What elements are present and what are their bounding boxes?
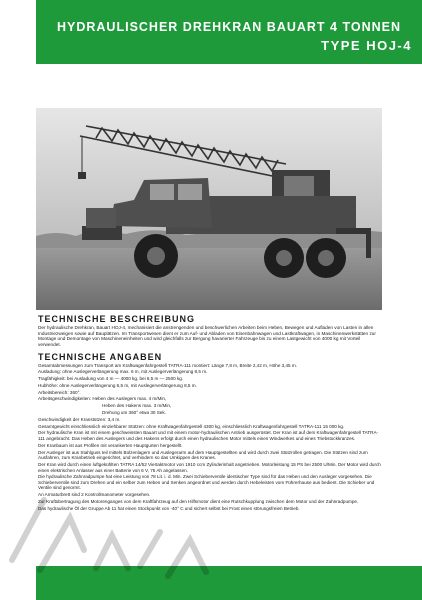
spec-line: Drehung um 360° etwa 30 Sek. (102, 410, 166, 416)
spec-line: Der Kranbaum ist aus Profilen mit verankerten Hauptgurten hergestellt. (38, 442, 183, 448)
spec-line: Tragfähigkeit: bei Ausladung von 4 m — 4000 kg, bei 8,5 m — 2500 kg. (38, 376, 184, 382)
spec-line: Arbeitsgeschwindigkeiten: Heben des Auslegers max. 4 m/Min, (38, 396, 167, 402)
crane-truck-illustration (36, 108, 382, 310)
description-paragraph: Der hydraulische Drehkran, Bauart HOJ-4, mechanisiert die anstrengenden und beschwerlichen Arbeiten beim Heben, Bewegen und Aufladen von Lasten in allen Industriezweigen sowie auf Bauplätzen. Im Transportwesen dient er zum Auf- und Abladen von Eisenbahnwagen und Lastkraftwagen, in Maschinenwerkstätten zur Montage und Demontage von Maschineneinheiten und wird gleichfalls zur Bergung havarierter Fahrzeuge bis zu einem Lastgewicht von 4000 kg mit Vorteil verwendet. (38, 325, 376, 347)
spec-line: An Armaturbrett sind 2 Kontrollmanometer vorgesehen. (38, 492, 151, 498)
spec-line: Arbeitsbereich: 360°. (38, 389, 81, 395)
spec-line: Der Ausleger ist aus Stahlguss teil mittels Bolzenlagern und Auslegerarm auf dem Hauptgestellten und wird durch zwei Stützrollen getragen. Die Stützen sind zum Ausfahren, zum Kranbetrieb eingerichtet, und verhindern so das Umkippen des Kranes. (38, 449, 368, 461)
spec-line: Gesamtabmessungen zum Transport am Kraftwagenfahrgestell TATRA-111 montiert: Länge 7,8 m, Breite 2,42 m, Höhe 3,45 m. (38, 362, 297, 368)
spec-line: Hubhöhe: ohne Auslegerverlängerung 6,5 m, mit Auslegerverlängerung 8,5 m. (38, 382, 197, 388)
spec-line: Der Kran wird durch einen luftgekühlten TATRA 14/52 Viertaktmotor von 1910 ccm Zylinderinhalt angetrieben. Motorleistung 15 PS bei 2500 U/Min. Der Motor wird durch einen elektrischen Anlasser aus einer Batterie von 6 V, 75 Ah angelassen. (38, 461, 381, 473)
spec-line: Ausladung: ohne Auslegerverlängerung max. 6 m, mit Auslegerverlängerung 8,5 m. (38, 369, 208, 375)
spec-line: Zur Kraftübertragung des Motorenganges von dem Kraftfahrzeug auf den Hilfsmotor dient eine Rutschkupplung zwischen dem Motor und der Zahnradpumpe. (38, 499, 359, 505)
spec-line: Geschwindigkeit der Kranstützen: 3,4 m. (38, 416, 121, 422)
section-heading-description: TECHNISCHE BESCHREIBUNG (38, 314, 196, 324)
page-title: HYDRAULISCHER DREHKRAN BAUART 4 TONNEN (56, 20, 402, 34)
crane-truck-photo (36, 108, 382, 310)
spec-line: Gesamtgewicht einschliesslich einziehbarer Stützen: ohne Kraftwagenfahrgestell 4300 kg, einschliesslich Kraftwagenfahrgestell TATRA-111 15 000 kg. (38, 423, 345, 429)
section-heading-specs: TECHNISCHE ANGABEN (38, 351, 163, 362)
watermark-stamp (0, 440, 260, 590)
spec-line: Die hydraulische Zahnradpumpe hat eine Leistung von 78 Lit. i. d. Min. Zwei Schieberventile identischer Type sind für das Heben und den Ausleger vorgesehen. Die Schieberventile sind zum Drehen und ein selber zum Heben und Senken angeordnet und werden durch Hebeleisten vom Führerhause aus bedient. Die Schieber und Ventile sind genormt. (38, 474, 375, 491)
page-subtitle: TYPE HOJ-4 (321, 38, 412, 53)
spec-line: Der hydraulische Kran ist mit einem geschweissten Bauart und mit einem motor-hydraulischen Antrieb ausgerüstet. Der Kran ist auf dem Kraftwagenfahrgestell TATRA-111 angebracht. Das Heben des Auslegers und des Hakens erfolgt durch einen hydraulischen Motor mittels eines Windwerkes und eines Triebstockkranzes. (38, 430, 379, 441)
spec-line: Heben des Hakens max. 3 m/Min, (102, 403, 172, 409)
spec-line: Das hydraulische Öl der Gruppe Ab 11 hat einen Stockpunkt von -40° C und sichert selbst bei Frost einen störungsfreien Betrieb. (38, 505, 300, 511)
